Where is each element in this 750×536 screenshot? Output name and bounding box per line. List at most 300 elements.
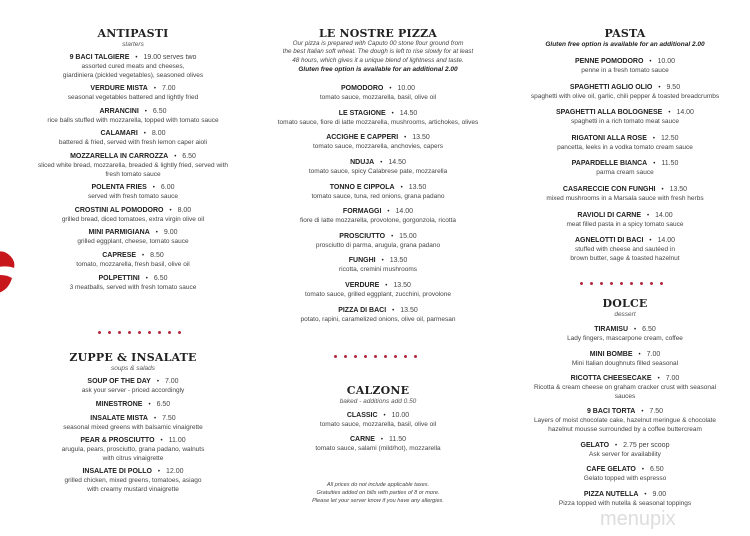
- item-list: [258, 84, 498, 324]
- item-price: 7.00: [161, 85, 176, 93]
- item-price: 14.00: [395, 208, 414, 216]
- item-price: 7.50: [649, 408, 664, 416]
- item-name: CALAMARI: [100, 130, 138, 138]
- item-description: battered & fried, served with fresh lemon caper aioli: [58, 139, 208, 147]
- dot-icon: [364, 355, 367, 358]
- menu-item: [18, 414, 248, 433]
- bullet-separator: •: [392, 307, 395, 314]
- item-description: tomato sauce, salami (mild/hot), mozzarella: [315, 444, 441, 452]
- item-price: 6.00: [160, 184, 175, 192]
- item-header: [258, 256, 498, 266]
- dot-icon: [128, 331, 131, 334]
- dot-icon: [404, 355, 407, 358]
- item-price: 8.00: [151, 130, 166, 138]
- item-name: PENNE POMODORO: [574, 58, 644, 65]
- item-price: 11.50: [661, 160, 679, 168]
- item-header: [500, 374, 750, 384]
- gluten-free-note: Gluten free option is available for an additional 2.00: [298, 66, 458, 74]
- item-description: Layers of moist chocolate cake, hazelnut meringue & chocolate: [533, 417, 717, 425]
- bullet-separator: •: [391, 110, 394, 117]
- item-header: [18, 206, 248, 216]
- item-price: 8.00: [177, 206, 192, 214]
- item-price: 7.00: [164, 378, 179, 385]
- item-description: ricotta, cremini mushrooms: [338, 266, 418, 274]
- bullet-separator: •: [135, 55, 138, 61]
- item-name: ACCIGHE E CAPPERI: [326, 134, 399, 142]
- item-description: pancetta, leeks in a vodka tomato cream sauce: [557, 143, 693, 151]
- item-header: [18, 377, 248, 387]
- item-name: RIGATONI ALLA ROSE: [571, 134, 647, 142]
- item-name: SPAGHETTI AGLIO OLIO: [569, 83, 653, 91]
- note-line: All prices do not include applicable taxes.: [326, 482, 430, 488]
- dot-icon: [98, 331, 101, 334]
- menu-item: [500, 83, 750, 102]
- dot-icon: [118, 331, 121, 334]
- item-price: 14.00: [655, 211, 673, 219]
- bullet-separator: •: [153, 86, 156, 93]
- item-header: [18, 414, 248, 424]
- item-name: POLPETTINI: [98, 274, 140, 282]
- bullet-separator: •: [647, 212, 650, 219]
- bullet-separator: •: [641, 467, 644, 474]
- dot-icon: [168, 331, 171, 334]
- item-price: 15.00: [399, 232, 417, 240]
- item-header: [500, 465, 750, 475]
- dot-icon: [374, 355, 377, 358]
- item-list: [258, 411, 498, 453]
- bullet-separator: •: [143, 131, 146, 138]
- item-header: [258, 158, 498, 168]
- menu-item: [258, 435, 498, 454]
- menu-item: [500, 134, 750, 153]
- menu-item: [18, 436, 248, 463]
- item-description: parma cream sauce: [596, 169, 654, 177]
- item-description: spaghetti in a rich tomato meat sauce: [570, 118, 680, 126]
- pizza-intro-1: Our pizza is prepared with Caputo 00 stone flour ground from: [292, 40, 464, 47]
- item-description: tomato sauce, mozzarella, anchovies, capers: [312, 143, 444, 151]
- item-description: assorted cured meats and cheeses,: [81, 63, 185, 70]
- menu-item: [500, 236, 750, 263]
- item-price: 13.50: [400, 306, 418, 314]
- item-header: [500, 350, 750, 360]
- item-price: 10.00: [391, 412, 410, 419]
- menu-item: [258, 411, 498, 430]
- bullet-separator: •: [144, 108, 147, 115]
- bullet-separator: •: [404, 135, 407, 142]
- bullet-separator: •: [156, 379, 159, 385]
- item-price: 13.50: [669, 185, 688, 193]
- item-description: tomato sauce, fiore di latte mozzarella, mushrooms, artichokes, olives: [277, 118, 479, 126]
- section-subtitle: baked - additions add 0.50: [339, 398, 417, 405]
- divider-dots: [98, 331, 181, 334]
- item-price: 6.50: [153, 274, 168, 282]
- dot-icon: [394, 355, 397, 358]
- item-description: meat filled pasta in a spicy tomato sauce: [566, 220, 684, 228]
- dot-icon: [620, 282, 623, 285]
- bullet-separator: •: [169, 207, 172, 214]
- item-header: [258, 133, 498, 143]
- item-name: GELATO: [580, 441, 610, 449]
- bullet-separator: •: [160, 438, 163, 445]
- menu-item: [18, 400, 248, 410]
- item-name: SPAGHETTI ALLA BOLOGNESE: [556, 109, 663, 117]
- item-name: PIZZA DI BACI: [338, 306, 387, 314]
- item-name: ARRANCINI: [99, 107, 139, 115]
- item-header: [500, 407, 750, 417]
- dot-icon: [600, 282, 603, 285]
- section-title: LE NOSTRE PIZZA: [318, 27, 438, 40]
- item-name: MINI PARMIGIANA: [88, 229, 150, 237]
- item-header: [18, 107, 248, 117]
- item-header: [500, 108, 750, 118]
- item-header: [500, 83, 750, 93]
- menu-item: [500, 350, 750, 369]
- dot-icon: [344, 355, 347, 358]
- section-title: ZUPPE & INSALATE: [69, 351, 197, 364]
- bullet-separator: •: [380, 436, 383, 443]
- item-price: 9.00: [163, 229, 178, 237]
- item-name: MINI BOMBE: [589, 350, 633, 358]
- pizza-intro-3: 48 hours, which gives it a unique blend of lightness and taste.: [292, 56, 464, 64]
- menu-item: [500, 407, 750, 434]
- item-price: 14.00: [657, 237, 676, 245]
- item-price: 7.50: [162, 414, 176, 422]
- menu-item: [500, 465, 750, 484]
- item-price: 6.50: [152, 107, 167, 115]
- item-name: PROSCIUTTO: [339, 232, 386, 240]
- item-price: 13.50: [408, 183, 427, 191]
- bullet-separator: •: [152, 185, 155, 192]
- item-name: VERDURE MISTA: [90, 85, 148, 93]
- item-header: [18, 53, 248, 63]
- menu-item: [500, 185, 750, 204]
- item-header: [258, 306, 498, 316]
- item-name: TIRAMISU: [594, 326, 629, 333]
- item-name: POMODORO: [340, 85, 384, 93]
- dot-icon: [354, 355, 357, 358]
- item-name: PEAR & PROSCIUTTO: [80, 437, 155, 445]
- menu-item: [18, 377, 248, 396]
- item-price: 12.50: [661, 134, 679, 142]
- item-name: FUNGHI: [348, 257, 376, 265]
- note-line: Gratuities added on bills with parties of 8 or more.: [316, 490, 440, 496]
- section-subtitle: dessert: [614, 311, 636, 318]
- menu-item: [18, 129, 248, 148]
- section-subtitle: starters: [122, 41, 144, 48]
- item-name: CAPRESE: [102, 251, 137, 259]
- item-name: INSALATE DI POLLO: [82, 468, 152, 476]
- menu-item: [18, 53, 248, 80]
- menu-item: [500, 159, 750, 178]
- item-name: CLASSIC: [346, 412, 378, 419]
- dot-icon: [178, 331, 181, 334]
- menu-item: [18, 251, 248, 270]
- dot-icon: [660, 282, 663, 285]
- dot-icon: [414, 355, 417, 358]
- bullet-separator: •: [649, 238, 652, 245]
- bullet-separator: •: [657, 376, 660, 383]
- item-description: fresh tomato sauce: [105, 170, 161, 178]
- item-description: giardiniera (pickled vegetables), seasoned olives: [62, 71, 204, 79]
- item-description: stuffed with cheese and sautéed in: [575, 246, 675, 254]
- item-header: [258, 435, 498, 445]
- watermark: menupix: [600, 508, 676, 530]
- item-price: 10.00: [397, 85, 416, 93]
- item-name: POLENTA FRIES: [91, 184, 147, 192]
- item-list: [500, 57, 750, 263]
- bullet-separator: •: [638, 351, 641, 358]
- bullet-separator: •: [153, 415, 157, 422]
- item-price: 11.50: [389, 435, 406, 443]
- divider-dots: [334, 355, 417, 358]
- item-description: Ask server for availability: [589, 450, 661, 458]
- item-name: MINESTRONE: [95, 400, 143, 408]
- bullet-separator: •: [653, 161, 656, 168]
- bullet-separator: •: [641, 409, 644, 416]
- item-price: 13.50: [412, 134, 430, 142]
- dot-icon: [610, 282, 613, 285]
- item-header: [18, 228, 248, 238]
- item-name: VERDURE: [345, 281, 380, 289]
- item-name: CROSTINI AL POMODORO: [74, 206, 164, 214]
- dot-icon: [158, 331, 161, 334]
- dot-icon: [138, 331, 141, 334]
- bullet-separator: •: [668, 110, 671, 117]
- item-description: mixed mushrooms in a Marsala sauce with fresh herbs: [546, 194, 704, 202]
- menu-item: [18, 274, 248, 293]
- item-description: fiore di latte mozzarella, provolone, gorgonzola, ricotta: [299, 217, 457, 225]
- section-title: DOLCE: [602, 297, 648, 310]
- menu-item: [18, 84, 248, 103]
- bullet-separator: •: [155, 230, 158, 237]
- bullet-separator: •: [383, 413, 386, 419]
- menu-item: [500, 211, 750, 230]
- item-name: CAFE GELATO: [586, 466, 636, 474]
- item-description: spaghetti with olive oil, garlic, chili pepper & toasted breadcrumbs: [530, 92, 720, 100]
- bullet-separator: •: [380, 160, 383, 166]
- item-header: [258, 109, 498, 119]
- menu-item: [500, 441, 750, 460]
- bullet-separator: •: [387, 209, 390, 216]
- item-header: [500, 441, 750, 451]
- item-header: [500, 159, 750, 169]
- menu-item: [500, 374, 750, 401]
- item-price: 12.00: [166, 468, 184, 476]
- item-name: RICOTTA CHEESECAKE: [570, 375, 652, 383]
- item-description: Mini Italian doughnuts filled seasonal: [571, 359, 679, 367]
- item-price: 13.50: [389, 257, 408, 265]
- item-header: [258, 207, 498, 217]
- item-header: [18, 183, 248, 193]
- item-description: grilled bread, diced tomatoes, extra virgin olive oil: [61, 215, 205, 223]
- item-description: Gelato topped with espresso: [583, 475, 667, 483]
- menu-item: [258, 183, 498, 202]
- bullet-separator: •: [658, 84, 661, 91]
- item-description: 3 meatballs, served with fresh tomato sauce: [69, 283, 197, 291]
- item-name: NDUJA: [350, 159, 375, 166]
- item-name: LE STAGIONE: [338, 109, 386, 117]
- item-header: [18, 467, 248, 477]
- dot-icon: [590, 282, 593, 285]
- item-price: 8.50: [150, 251, 164, 259]
- zuppe-section: [18, 352, 248, 495]
- item-description: grilled eggplant, cheese, tomato sauce: [77, 238, 189, 246]
- antipasti-section: [18, 28, 248, 292]
- dot-icon: [630, 282, 633, 285]
- item-header: [258, 84, 498, 94]
- section-title: CALZONE: [346, 384, 410, 397]
- bullet-separator: •: [145, 275, 148, 282]
- section-title: PASTA: [604, 27, 646, 40]
- item-description: with citrus vinaigrette: [102, 454, 164, 462]
- dot-icon: [108, 331, 111, 334]
- menu-item: [258, 256, 498, 275]
- menu-item: [258, 133, 498, 152]
- pizza-intro-2: the best Italian soft wheat. The dough is left to rise slowly for at least: [282, 48, 474, 56]
- menu-item: [18, 152, 248, 179]
- bullet-separator: •: [644, 491, 647, 498]
- item-price: 10.00: [657, 58, 676, 65]
- menu-item: [18, 467, 248, 494]
- calzone-section: [258, 385, 498, 453]
- divider-dots: [580, 282, 663, 285]
- item-price: 7.00: [665, 375, 680, 383]
- section-subtitle: soups & salads: [110, 365, 156, 372]
- dot-icon: [334, 355, 337, 358]
- item-description: Pizza topped with nutella & seasonal toppings: [558, 499, 692, 507]
- dot-icon: [580, 282, 583, 285]
- menu-item: [500, 108, 750, 127]
- item-description: arugula, pears, prosciutto, grana padano, walnuts: [61, 446, 205, 454]
- item-price: 13.50: [393, 281, 411, 289]
- item-name: INSALATE MISTA: [90, 414, 148, 422]
- item-description: brown butter, sage & toasted hazelnut: [570, 254, 680, 262]
- item-header: [500, 185, 750, 195]
- item-description: Lady fingers, mascarpone cream, coffee: [567, 335, 683, 342]
- item-description: Ricotta & cream cheese on graham cracker crust with seasonal: [533, 384, 717, 392]
- item-price: 2.75 per scoop: [623, 441, 670, 449]
- menu-item: [18, 206, 248, 225]
- item-price: 6.50: [182, 152, 196, 160]
- bullet-separator: •: [142, 252, 145, 259]
- item-price: 6.50: [156, 400, 171, 408]
- item-description: tomato sauce, tuna, red onions, grana padano: [311, 192, 445, 200]
- item-header: [18, 274, 248, 284]
- item-header: [18, 436, 248, 446]
- bullet-separator: •: [174, 153, 177, 160]
- item-description: prosciutto di parma, arugula, grana padano: [315, 241, 441, 249]
- dot-icon: [640, 282, 643, 285]
- item-description: seasonal vegetables battered and lightly fried: [67, 94, 199, 102]
- menu-item: [18, 183, 248, 202]
- dot-icon: [650, 282, 653, 285]
- item-name: RAVIOLI DI CARNE: [577, 211, 641, 219]
- item-price: 9.00: [652, 490, 667, 498]
- item-header: [258, 281, 498, 291]
- item-header: [500, 325, 750, 335]
- item-header: [500, 57, 750, 67]
- item-description: penne in a fresh tomato sauce: [581, 67, 669, 74]
- menu-item: [500, 57, 750, 76]
- item-description: tomato sauce, grilled eggplant, zucchini, provolone: [305, 290, 451, 298]
- item-header: [500, 134, 750, 144]
- menu-item: [258, 306, 498, 325]
- pizza-section: [258, 28, 498, 324]
- item-list: [500, 325, 750, 508]
- item-description: potato, rapini, caramelized onions, olive oil, parmesan: [300, 315, 456, 323]
- menu-item: [258, 207, 498, 226]
- item-description: tomato sauce, spicy Calabrese pate, mozzarella: [308, 168, 448, 175]
- item-description: tomato sauce, mozzarella, basil, olive oil: [319, 94, 437, 102]
- bullet-separator: •: [652, 135, 656, 142]
- bullet-separator: •: [157, 469, 161, 476]
- bullet-separator: •: [400, 184, 403, 191]
- item-description: served with fresh tomato sauce: [88, 193, 178, 201]
- gluten-free-note: Gluten free option is available for an additional 2.00: [545, 41, 705, 48]
- item-description: sauces: [614, 392, 636, 400]
- item-name: SOUP OF THE DAY: [87, 378, 151, 385]
- bullet-separator: •: [649, 59, 652, 65]
- item-header: [258, 183, 498, 193]
- dot-icon: [148, 331, 151, 334]
- item-price: 14.50: [399, 109, 418, 117]
- item-description: ask your server - priced accordingly: [81, 387, 185, 394]
- item-description: grilled chicken, mixed greens, tomatoes, asiago: [64, 477, 202, 485]
- item-name: AGNELOTTI DI BACI: [574, 237, 644, 245]
- item-price: 9.50: [666, 83, 681, 91]
- item-header: [500, 490, 750, 500]
- item-name: CASARECCIE CON FUNGHI: [562, 185, 656, 193]
- item-list: [18, 377, 248, 495]
- item-description: rice balls stuffed with mozzarella, topped with tomato sauce: [47, 116, 219, 124]
- item-description: sliced white bread, mozzarella, breaded & lightly fried, served with: [37, 161, 229, 169]
- bullet-separator: •: [381, 258, 384, 265]
- item-price: 14.00: [676, 109, 694, 117]
- item-name: PIZZA NUTELLA: [583, 490, 639, 498]
- price-note: [258, 481, 498, 505]
- menu-item: [258, 84, 498, 103]
- menu-item: [18, 228, 248, 247]
- item-price: 6.50: [642, 326, 656, 333]
- menu-item: [258, 158, 498, 177]
- item-header: [258, 411, 498, 421]
- item-description: with creamy mustard vinaigrette: [87, 485, 179, 493]
- item-header: [258, 232, 498, 242]
- item-description: tomato sauce, mozzarella, basil, olive oil: [319, 421, 437, 428]
- item-header: [500, 236, 750, 246]
- menu-item: [18, 107, 248, 126]
- item-description: seasonal mixed greens with balsamic vinaigrette: [63, 423, 203, 431]
- item-name: TONNO E CIPPOLA: [329, 183, 395, 191]
- item-header: [18, 84, 248, 94]
- item-header: [18, 400, 248, 410]
- item-header: [500, 211, 750, 221]
- bullet-separator: •: [615, 442, 618, 449]
- section-title: ANTIPASTI: [97, 27, 169, 40]
- item-name: CARNE: [350, 435, 375, 443]
- bullet-separator: •: [385, 282, 388, 289]
- item-price: 7.00: [646, 350, 661, 358]
- item-header: [18, 129, 248, 139]
- item-description: hazelnut mousse surrounded by a coffee buttercream: [548, 425, 702, 433]
- item-name: 9 BACI TALGIERE: [69, 54, 130, 61]
- menu-item: [500, 490, 750, 509]
- item-name: FORMAGGI: [342, 208, 382, 216]
- item-price: 11.00: [168, 437, 186, 445]
- bullet-separator: •: [148, 401, 151, 408]
- bullet-separator: •: [391, 233, 394, 240]
- note-line: Please let your server know if you have any allergies.: [312, 498, 444, 504]
